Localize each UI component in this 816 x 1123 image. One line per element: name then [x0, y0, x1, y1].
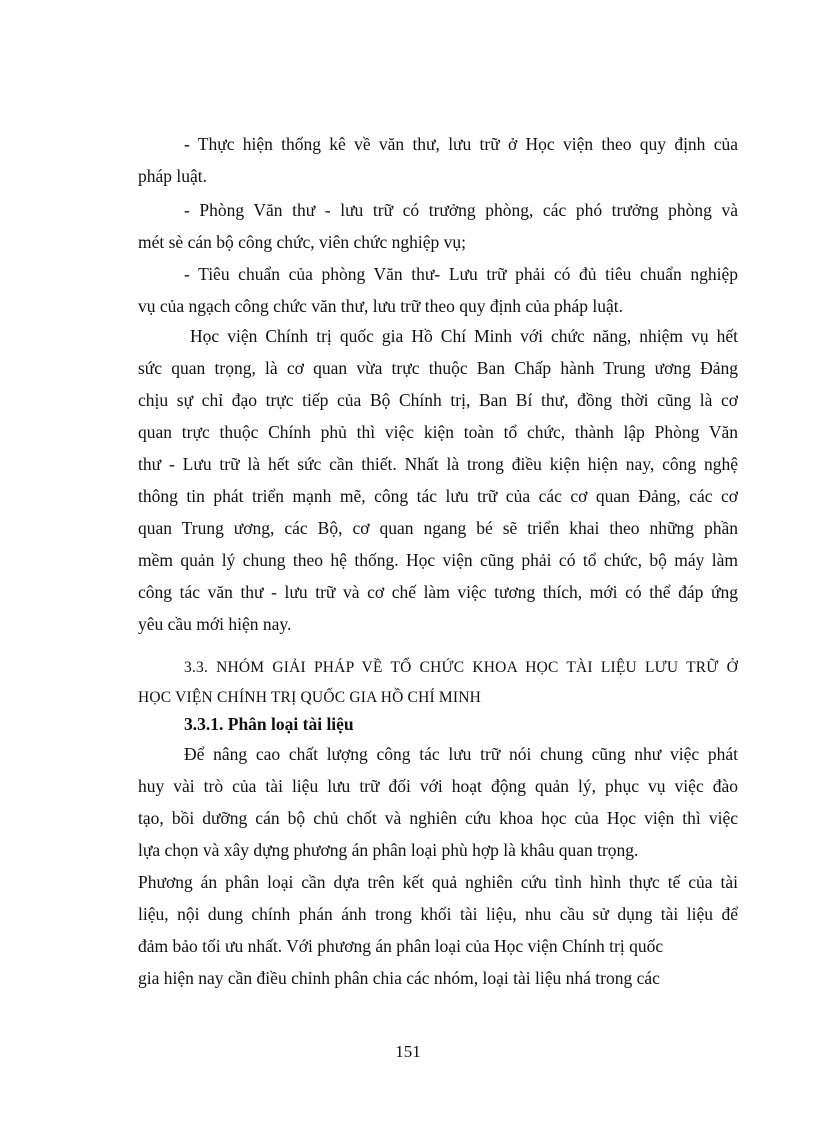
text-line: lựa chọn và xây dựng phương án phân loại phù hợp là khâu quan trọng.: [138, 840, 639, 860]
text-line: mét sè cán bộ công chức, viên chức nghiệp vụ;: [138, 232, 467, 252]
text-line: - Thực hiện thống kê về văn thư, lưu trữ ở Học viện theo quy định của: [184, 134, 738, 154]
paragraph-statistics: [138, 128, 738, 192]
text-line: - Phòng Văn thư - lưu trữ có trưởng phòng, các phó trưởng phòng và: [184, 200, 738, 220]
text-line: đảm bảo tối ưu nhất. Với phương án phân loại của Học viện Chính trị quốc: [138, 936, 664, 956]
text-line: Phương án phân loại cần dựa trên kết quả nghiên cứu tình hình thực tế của tài: [138, 872, 738, 892]
text-line: công tác văn thư - lưu trữ và cơ chế làm việc tương thích, mới có thể đáp ứng: [138, 582, 738, 602]
text-line: thư - Lưu trữ là hết sức cần thiết. Nhất là trong điều kiện hiện nay, công nghệ: [138, 454, 738, 474]
heading-line: 3.3. NHÓM GIẢI PHÁP VỀ TỔ CHỨC KHOA HỌC TÀI LIỆU LƯU TRỮ Ở: [184, 659, 738, 676]
subsection-heading: [138, 708, 738, 740]
paragraph-office-standards: [138, 258, 738, 322]
text-line: quan trực thuộc Chính phủ thì việc kiện toàn tổ chức, thành lập Phòng Văn: [138, 422, 738, 442]
text-line: - Tiêu chuẩn của phòng Văn thư- Lưu trữ phải có đủ tiêu chuẩn nghiệp: [184, 264, 738, 284]
paragraph-academy-role: [138, 320, 738, 640]
text-line: liệu, nội dung chính phán ánh trong khối tài liệu, nhu cầu sử dụng tài liệu để: [138, 904, 738, 924]
text-line: yêu cầu mới hiện nay.: [138, 614, 292, 634]
paragraph-office-staff: [138, 194, 738, 258]
text-line: thông tin phát triển mạnh mẽ, công tác lưu trữ của các cơ quan Đảng, các cơ: [138, 486, 738, 506]
text-line: chịu sự chỉ đạo trực tiếp của Bộ Chính trị, Ban Bí thư, đồng thời cũng là cơ: [138, 390, 738, 410]
page-number: 151: [395, 1042, 421, 1061]
text-line: huy vài trò của tài liệu lưu trữ đối với hoạt động quản lý, phục vụ việc đào: [138, 776, 738, 796]
text-line: pháp luật.: [138, 166, 208, 186]
text-line: vụ của ngạch công chức văn thư, lưu trữ theo quy định của pháp luật.: [138, 296, 624, 316]
text-line: quan Trung ương, các Bộ, cơ quan ngang bé sẽ triển khai theo những phần: [138, 518, 738, 538]
paragraph-classification: [138, 738, 738, 994]
text-line: tạo, bồi dưỡng cán bộ chủ chốt và nghiên cứu khoa học của Học viện thì việc: [138, 808, 738, 828]
heading-line: 3.3.1. Phân loại tài liệu: [184, 714, 354, 734]
text-line: Học viện Chính trị quốc gia Hồ Chí Minh với chức năng, nhiệm vụ hết: [190, 326, 738, 346]
text-line: gia hiện nay cần điều chỉnh phân chia các nhóm, loại tài liệu nhá trong các: [138, 968, 660, 988]
text-line: sức quan trọng, là cơ quan vừa trực thuộc Ban Chấp hành Trung ương Đảng: [138, 358, 738, 378]
text-line: mềm quản lý chung theo hệ thống. Học viện cũng phải có tổ chức, bộ máy làm: [138, 550, 738, 570]
heading-line: HỌC VIỆN CHÍNH TRỊ QUỐC GIA HỒ CHÍ MINH: [138, 689, 482, 706]
section-heading: [138, 653, 738, 713]
text-line: Để nâng cao chất lượng công tác lưu trữ nói chung cũng như việc phát: [184, 744, 738, 764]
